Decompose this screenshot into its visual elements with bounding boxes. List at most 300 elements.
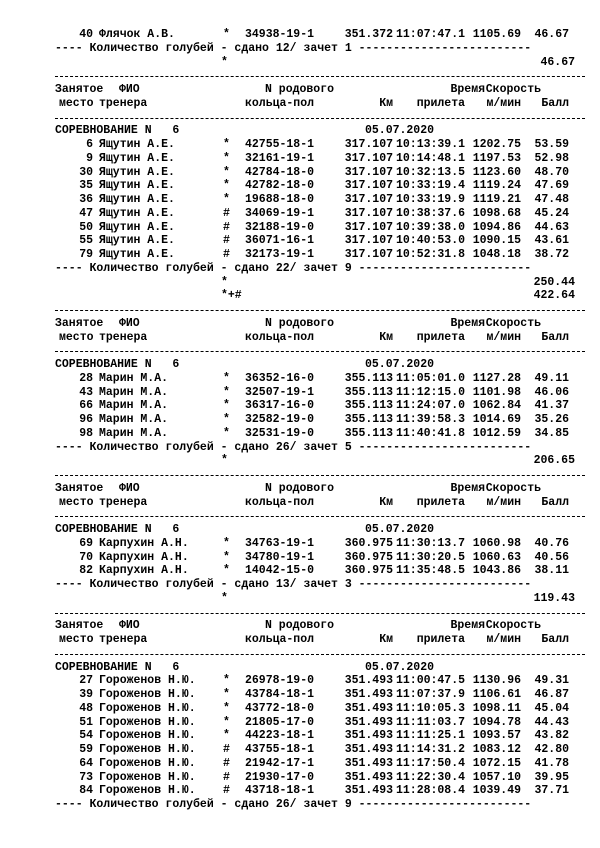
arrival-time: 11:12:15.0 — [395, 385, 465, 399]
total-mark: * — [221, 591, 228, 605]
competition-date: 05.07.2020 — [365, 660, 435, 674]
header-cell: Км — [379, 495, 393, 509]
score-cell: 37.71 — [534, 784, 569, 798]
trainer-name: Гороженов Н.Ю. — [99, 770, 196, 784]
place-cell: 28 — [79, 371, 93, 385]
distance-km: 317.107 — [344, 165, 393, 179]
distance-km: 317.107 — [344, 248, 393, 261]
arrival-time: 11:11:03.7 — [395, 715, 465, 729]
speed-cell: 1094.86 — [472, 220, 521, 234]
ring-number: 34780-19-1 — [245, 550, 315, 564]
speed-cell: 1098.11 — [472, 701, 521, 715]
score-cell: 46.67 — [534, 28, 569, 41]
trainer-name: Марин М.А. — [99, 371, 169, 385]
trainer-name: Марин М.А. — [99, 426, 169, 440]
trainer-name: Ящутин А.Е. — [99, 193, 175, 206]
summary-line: ---- Количество голубей - сдано 26/ зачет 5 ------------------------- — [55, 440, 532, 454]
header-cell: N родового — [265, 83, 335, 96]
divider — [55, 303, 585, 317]
ring-number: 21942-17-1 — [245, 756, 315, 770]
trainer-name: Ящутин А.Е. — [99, 151, 175, 165]
score-cell: 43.82 — [534, 729, 569, 743]
column-header-bottom — [55, 633, 585, 647]
speed-cell: 1202.75 — [472, 138, 521, 151]
table-row — [55, 716, 585, 730]
table-row — [55, 28, 585, 42]
speed-cell: 1083.12 — [472, 743, 521, 756]
arrival-time: 11:30:13.7 — [395, 536, 465, 550]
header-cell: тренера — [99, 96, 148, 110]
trainer-name: Марин М.А. — [99, 399, 169, 413]
distance-km: 351.493 — [344, 743, 393, 756]
ring-number: 42782-18-0 — [245, 179, 315, 193]
mark-cell: # — [223, 743, 230, 756]
place-cell: 98 — [79, 426, 93, 440]
header-cell: м/мин — [486, 330, 521, 344]
distance-km: 351.493 — [344, 674, 393, 688]
divider — [55, 606, 585, 620]
total-value: 206.65 — [533, 454, 575, 468]
arrival-time: 10:38:37.6 — [395, 206, 465, 220]
distance-km: 360.975 — [344, 550, 393, 564]
table-row — [55, 757, 585, 771]
trainer-name: Гороженов Н.Ю. — [99, 715, 196, 729]
ring-number: 43784-18-1 — [245, 688, 315, 701]
arrival-time: 11:17:50.4 — [395, 756, 465, 770]
distance-km: 317.107 — [344, 220, 393, 234]
trainer-name: Марин М.А. — [99, 385, 169, 399]
column-header-bottom — [55, 97, 585, 111]
table-row — [55, 551, 585, 565]
arrival-time: 11:14:31.2 — [395, 743, 465, 756]
speed-cell: 1197.53 — [472, 151, 521, 165]
speed-cell: 1072.15 — [472, 756, 521, 770]
ring-number: 36352-16-0 — [245, 371, 315, 385]
header-cell: место — [59, 96, 94, 110]
trainer-name: Ящутин А.Е. — [99, 165, 175, 179]
header-cell: ФИО — [119, 316, 140, 330]
mark-cell: # — [223, 770, 230, 784]
total-mark: * — [221, 275, 228, 289]
score-cell: 40.56 — [534, 550, 569, 564]
ring-number: 32531-19-0 — [245, 426, 315, 440]
place-cell: 70 — [79, 550, 93, 564]
divider — [55, 69, 585, 83]
mark-cell: * — [223, 550, 230, 564]
arrival-time: 10:40:53.0 — [395, 234, 465, 248]
header-cell: ФИО — [119, 619, 140, 633]
score-cell: 35.26 — [534, 413, 569, 426]
arrival-time: 11:30:20.5 — [395, 550, 465, 564]
place-cell: 59 — [79, 743, 93, 756]
header-cell: место — [59, 633, 94, 646]
mark-cell: # — [223, 784, 230, 798]
header-cell: тренера — [99, 495, 148, 509]
trainer-name: Ящутин А.Е. — [99, 138, 175, 151]
summary-line: ---- Количество голубей - сдано 26/ зачет 9 ------------------------- — [55, 798, 532, 811]
ring-number: 36071-16-1 — [245, 234, 315, 248]
place-cell: 54 — [79, 729, 93, 743]
header-cell: Занятое — [55, 83, 104, 96]
table-row — [55, 743, 585, 757]
table-row — [55, 674, 585, 688]
competition-name: СОРЕВНОВАНИЕ N 6 — [55, 660, 180, 674]
table-row — [55, 152, 585, 166]
table-row — [55, 784, 585, 798]
speed-cell: 1014.69 — [472, 413, 521, 426]
mark-cell: # — [223, 756, 230, 770]
table-row — [55, 771, 585, 785]
header-cell: м/мин — [486, 96, 521, 110]
speed-cell: 1062.84 — [472, 399, 521, 413]
column-header-bottom — [55, 331, 585, 345]
speed-cell: 1057.10 — [472, 770, 521, 784]
ring-number: 36317-16-0 — [245, 399, 315, 413]
score-cell: 34.85 — [534, 426, 569, 440]
distance-km: 355.113 — [344, 413, 393, 426]
distance-km: 317.107 — [344, 193, 393, 206]
place-cell: 79 — [79, 248, 93, 261]
distance-km: 351.493 — [344, 770, 393, 784]
distance-km: 360.975 — [344, 536, 393, 550]
summary-line: ---- Количество голубей - сдано 12/ зачет 1 ------------------------- — [55, 41, 532, 55]
mark-cell: * — [223, 674, 230, 688]
mark-cell: # — [223, 248, 230, 261]
header-cell: м/мин — [486, 495, 521, 509]
table-row — [55, 702, 585, 716]
place-cell: 73 — [79, 770, 93, 784]
score-cell: 44.63 — [534, 220, 569, 234]
arrival-time: 11:07:47.1 — [395, 28, 465, 41]
table-row — [55, 138, 585, 152]
speed-cell: 1060.63 — [472, 550, 521, 564]
score-cell: 53.59 — [534, 138, 569, 151]
speed-cell: 1098.68 — [472, 206, 521, 220]
header-cell: Занятое — [55, 481, 104, 495]
score-cell: 45.24 — [534, 206, 569, 220]
place-cell: 51 — [79, 715, 93, 729]
distance-km: 351.372 — [344, 28, 393, 41]
trainer-name: Ящутин А.Е. — [99, 206, 175, 220]
distance-km: 317.107 — [344, 206, 393, 220]
distance-km: 355.113 — [344, 426, 393, 440]
competition-date: 05.07.2020 — [365, 358, 435, 371]
header-cell: Скорость — [485, 83, 541, 96]
competition-title — [55, 358, 585, 372]
distance-km: 317.107 — [344, 138, 393, 151]
score-cell: 48.70 — [534, 165, 569, 179]
score-cell: 45.04 — [534, 701, 569, 715]
competition-date: 05.07.2020 — [365, 523, 435, 536]
place-cell: 6 — [86, 138, 93, 151]
header-cell: кольца-пол — [245, 330, 315, 344]
score-cell: 42.80 — [534, 743, 569, 756]
speed-cell: 1090.15 — [472, 234, 521, 248]
trainer-name: Гороженов Н.Ю. — [99, 688, 196, 701]
table-row — [55, 729, 585, 743]
place-cell: 36 — [79, 193, 93, 206]
arrival-time: 10:33:19.4 — [395, 179, 465, 193]
total-mark: * — [221, 55, 228, 69]
trainer-name: Гороженов Н.Ю. — [99, 756, 196, 770]
place-cell: 47 — [79, 206, 93, 220]
table-row — [55, 564, 585, 578]
arrival-time: 11:40:41.8 — [395, 426, 465, 440]
header-cell: N родового — [265, 316, 335, 330]
distance-km: 351.493 — [344, 784, 393, 798]
place-cell: 64 — [79, 756, 93, 770]
mark-cell: * — [223, 165, 230, 179]
total-line — [55, 289, 585, 303]
distance-km: 351.493 — [344, 756, 393, 770]
competition-title — [55, 124, 585, 138]
table-row — [55, 386, 585, 400]
speed-cell: 1130.96 — [472, 674, 521, 688]
header-cell: место — [59, 495, 94, 509]
distance-km: 360.975 — [344, 564, 393, 578]
trainer-name: Ящутин А.Е. — [99, 220, 175, 234]
score-cell: 46.87 — [534, 688, 569, 701]
distance-km: 355.113 — [344, 399, 393, 413]
header-cell: N родового — [265, 481, 335, 495]
header-cell: Время — [450, 481, 485, 495]
place-cell: 27 — [79, 674, 93, 688]
results-page — [55, 28, 585, 812]
arrival-time: 11:00:47.5 — [395, 674, 465, 688]
distance-km: 351.493 — [344, 715, 393, 729]
mark-cell: * — [223, 179, 230, 193]
place-cell: 43 — [79, 385, 93, 399]
table-row — [55, 688, 585, 702]
trainer-name: Флячок А.В. — [99, 28, 175, 41]
header-cell: Балл — [541, 495, 569, 509]
ring-number: 44223-18-1 — [245, 729, 315, 743]
competition-title — [55, 523, 585, 537]
header-cell: Балл — [541, 330, 569, 344]
distance-km: 317.107 — [344, 151, 393, 165]
divider — [55, 111, 585, 125]
total-mark: * — [221, 454, 228, 468]
distance-km: 317.107 — [344, 179, 393, 193]
mark-cell: * — [223, 371, 230, 385]
competition-name: СОРЕВНОВАНИЕ N 6 — [55, 124, 180, 138]
header-cell: место — [59, 330, 94, 344]
arrival-time: 11:39:58.3 — [395, 413, 465, 426]
distance-km: 351.493 — [344, 688, 393, 701]
distance-km: 355.113 — [344, 385, 393, 399]
competition-name: СОРЕВНОВАНИЕ N 6 — [55, 358, 180, 371]
score-cell: 52.98 — [534, 151, 569, 165]
place-cell: 69 — [79, 536, 93, 550]
speed-cell: 1094.78 — [472, 715, 521, 729]
ring-number: 32507-19-1 — [245, 385, 315, 399]
table-row — [55, 248, 585, 262]
header-cell: Скорость — [485, 481, 541, 495]
arrival-time: 10:33:19.9 — [395, 193, 465, 206]
header-cell: Скорость — [485, 619, 541, 633]
header-cell: Км — [379, 633, 393, 646]
header-cell: ФИО — [119, 83, 140, 96]
speed-cell: 1039.49 — [472, 784, 521, 798]
trainer-name: Гороженов Н.Ю. — [99, 729, 196, 743]
mark-cell: * — [223, 426, 230, 440]
table-row — [55, 193, 585, 207]
table-row — [55, 166, 585, 180]
speed-cell: 1119.21 — [472, 193, 521, 206]
total-value: 46.67 — [540, 55, 575, 69]
total-value: 250.44 — [533, 275, 575, 289]
header-cell: прилета — [416, 633, 465, 646]
trainer-name: Ящутин А.Е. — [99, 234, 175, 248]
place-cell: 50 — [79, 220, 93, 234]
score-cell: 49.31 — [534, 674, 569, 688]
distance-km: 317.107 — [344, 234, 393, 248]
arrival-time: 10:13:39.1 — [395, 138, 465, 151]
header-cell: прилета — [416, 96, 465, 110]
header-cell: прилета — [416, 330, 465, 344]
competition-name: СОРЕВНОВАНИЕ N 6 — [55, 523, 180, 536]
score-cell: 38.11 — [534, 564, 569, 578]
table-row — [55, 221, 585, 235]
divider — [55, 647, 585, 661]
mark-cell: # — [223, 220, 230, 234]
arrival-time: 11:10:05.3 — [395, 701, 465, 715]
arrival-time: 10:39:38.0 — [395, 220, 465, 234]
place-cell: 82 — [79, 564, 93, 578]
arrival-time: 11:28:08.4 — [395, 784, 465, 798]
header-cell: Занятое — [55, 619, 104, 633]
column-header-top — [55, 83, 585, 97]
mark-cell: # — [223, 206, 230, 220]
mark-cell: * — [223, 729, 230, 743]
header-cell: N родового — [265, 619, 335, 633]
header-cell: кольца-пол — [245, 495, 315, 509]
score-cell: 39.95 — [534, 770, 569, 784]
arrival-time: 11:05:01.0 — [395, 371, 465, 385]
trainer-name: Карпухин А.Н. — [99, 550, 189, 564]
arrival-time: 10:14:48.1 — [395, 151, 465, 165]
total-line — [55, 56, 585, 70]
score-cell: 47.48 — [534, 193, 569, 206]
header-cell: ФИО — [119, 481, 140, 495]
place-cell: 48 — [79, 701, 93, 715]
total-value: 422.64 — [533, 289, 575, 303]
summary-line: ---- Количество голубей - сдано 13/ зачет 3 ------------------------- — [55, 578, 532, 591]
place-cell: 66 — [79, 399, 93, 413]
column-header-top — [55, 482, 585, 496]
speed-cell: 1106.61 — [472, 688, 521, 701]
total-value: 119.43 — [533, 591, 575, 605]
score-cell: 44.43 — [534, 715, 569, 729]
mark-cell: * — [223, 193, 230, 206]
trainer-name: Гороженов Н.Ю. — [99, 674, 196, 688]
trainer-name: Карпухин А.Н. — [99, 536, 189, 550]
speed-cell: 1123.60 — [472, 165, 521, 179]
divider — [55, 509, 585, 523]
arrival-time: 11:22:30.4 — [395, 770, 465, 784]
competition-title — [55, 661, 585, 675]
ring-number: 21930-17-0 — [245, 770, 315, 784]
header-cell: Занятое — [55, 316, 104, 330]
speed-cell: 1119.24 — [472, 179, 521, 193]
mark-cell: * — [223, 715, 230, 729]
table-row — [55, 234, 585, 248]
ring-number: 26978-19-0 — [245, 674, 315, 688]
table-row — [55, 399, 585, 413]
column-header-top — [55, 317, 585, 331]
arrival-time: 11:35:48.5 — [395, 564, 465, 578]
arrival-time: 10:52:31.8 — [395, 248, 465, 261]
ring-number: 32188-19-0 — [245, 220, 315, 234]
distance-km: 351.493 — [344, 701, 393, 715]
speed-cell: 1093.57 — [472, 729, 521, 743]
header-cell: прилета — [416, 495, 465, 509]
total-line — [55, 454, 585, 468]
mark-cell: * — [223, 399, 230, 413]
mark-cell: * — [223, 688, 230, 701]
divider — [55, 468, 585, 482]
mark-cell: * — [223, 413, 230, 426]
trainer-name: Ящутин А.Е. — [99, 248, 175, 261]
mark-cell: # — [223, 234, 230, 248]
table-row — [55, 427, 585, 441]
ring-number: 43772-18-0 — [245, 701, 315, 715]
header-cell: Балл — [541, 633, 569, 646]
speed-cell: 1101.98 — [472, 385, 521, 399]
header-cell: Км — [379, 330, 393, 344]
mark-cell: * — [223, 385, 230, 399]
trainer-name: Гороженов Н.Ю. — [99, 701, 196, 715]
ring-number: 32173-19-1 — [245, 248, 315, 261]
speed-cell: 1105.69 — [472, 28, 521, 41]
score-cell: 41.37 — [534, 399, 569, 413]
arrival-time: 11:24:07.0 — [395, 399, 465, 413]
ring-number: 19688-18-0 — [245, 193, 315, 206]
place-cell: 9 — [86, 151, 93, 165]
trainer-name: Карпухин А.Н. — [99, 564, 189, 578]
ring-number: 34069-19-1 — [245, 206, 315, 220]
score-cell: 38.72 — [534, 248, 569, 261]
trainer-name: Марин М.А. — [99, 413, 169, 426]
column-header-top — [55, 619, 585, 633]
speed-cell: 1127.28 — [472, 371, 521, 385]
header-cell: кольца-пол — [245, 633, 315, 646]
speed-cell: 1048.18 — [472, 248, 521, 261]
place-cell: 55 — [79, 234, 93, 248]
total-line — [55, 276, 585, 290]
table-row — [55, 372, 585, 386]
place-cell: 84 — [79, 784, 93, 798]
ring-number: 21805-17-0 — [245, 715, 315, 729]
score-cell: 47.69 — [534, 179, 569, 193]
ring-number: 34763-19-1 — [245, 536, 315, 550]
header-cell: Балл — [541, 96, 569, 110]
summary-line: ---- Количество голубей - сдано 22/ зачет 9 ------------------------- — [55, 261, 532, 275]
mark-cell: * — [223, 564, 230, 578]
score-cell: 40.76 — [534, 536, 569, 550]
table-row — [55, 207, 585, 221]
score-cell: 49.11 — [534, 371, 569, 385]
mark-cell: * — [223, 138, 230, 151]
ring-number: 14042-15-0 — [245, 564, 315, 578]
score-cell: 41.78 — [534, 756, 569, 770]
table-row — [55, 413, 585, 427]
divider — [55, 344, 585, 358]
ring-number: 32161-19-1 — [245, 151, 315, 165]
ring-number: 42755-18-1 — [245, 138, 315, 151]
mark-cell: * — [223, 28, 230, 41]
arrival-time: 11:07:37.9 — [395, 688, 465, 701]
